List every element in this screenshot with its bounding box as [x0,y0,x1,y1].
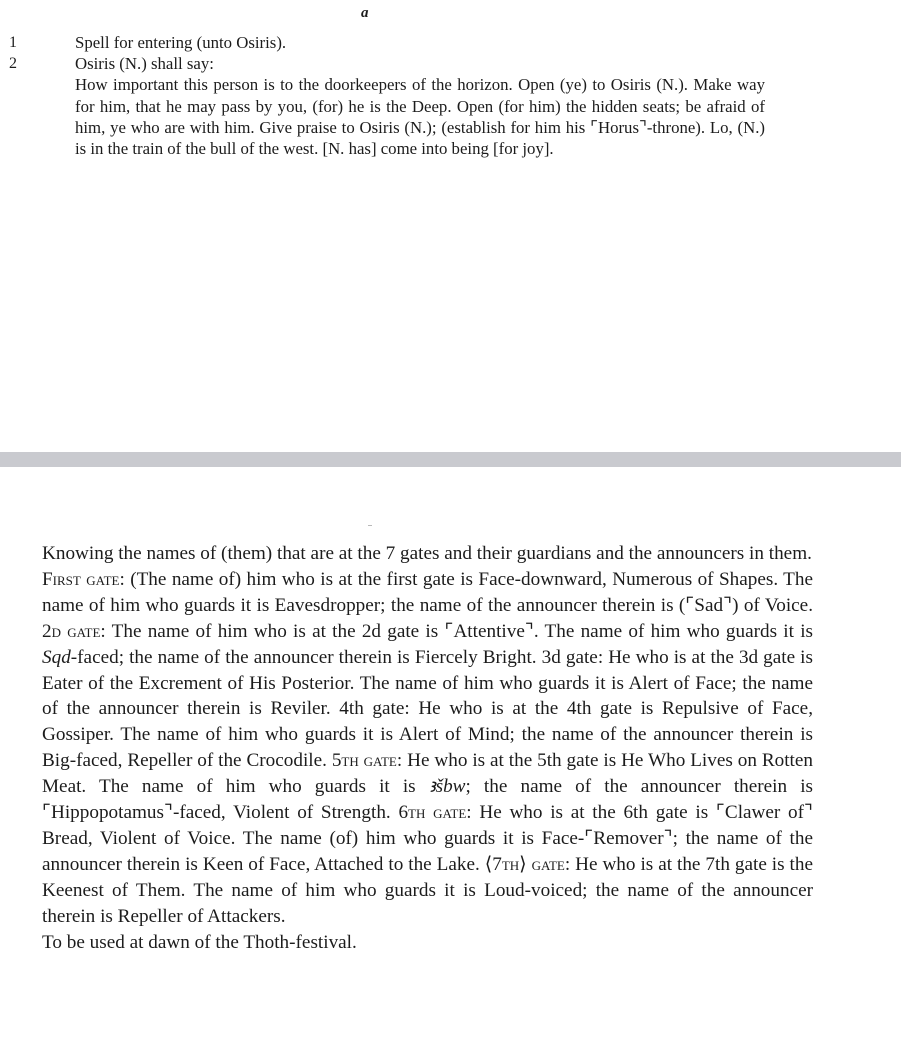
second-gate-text-b: -faced; the name of the announcer therein is Fiercely Bright. 3d gate: He who is at the 3d gate is Eater of the Excrement of His Posterior. The name of him who guards it is Alert of Face; the name of the announcer therein is Reviler. 4th gate: He who is at the 4th gate is Repulsive of Face, Gossiper. The name of him who guards it is Alert of Mind; the name of the announcer therein is Big-faced, Repeller of the Crocodile. [42,646,813,772]
gates-intro: Knowing the names of (them) that are at the 7 gates and their guardians and the announcers in them. [42,543,812,564]
seventh-gate-text: He who is at the 7th gate is the Keenest of Them. The name of him who guards it is Loud-voiced; the name of the announcer therein is Repeller of Attackers. [42,853,813,927]
page-divider [0,452,901,467]
spell-text [75,32,765,159]
line-number: 2 [9,55,17,72]
upper-page-image [0,0,901,452]
page-marker: a [361,5,369,21]
scan-speck [368,525,372,526]
gates-paragraph [42,567,813,930]
closing-line: To be used at dawn of the Thoth-festival. [42,931,357,953]
seventh-gate-label: ⟨7th⟩ gate: [484,853,571,875]
spell-body: How important this person is to the doorkeepers of the horizon. Open (ye) to Osiris (N.). Make way for him, that he may pass by you, (for) he is the Deep. Open (for him) the hidden seats; be afraid of him, ye who are with him. Give praise to Osiris (N.); (establish for him his ⌜Horus⌝-throne). Lo, (N.) is in the train of the bull of the west. [N. has] come into being [for joy]. [75,75,765,159]
gates-text [42,541,813,956]
second-gate-text: The name of him who is at the 2d gate is ⌜Attentive⌝. The name of him who guards it is [105,620,814,642]
first-gate-text: (The name of) him who is at the first gate is Face-downward, Numerous of Shapes. The name of him who guards it is Eavesdropper; the name of the announcer therein is (⌜Sad⌝) of Voice. [42,568,813,616]
sixth-gate-text: He who is at the 6th gate is ⌜Clawer of⌝ Bread, Violent of Voice. The name (of) him who guards it is Face-⌜Remover⌝; the name of the announcer therein is Keen of Face, Attached to the Lake. [42,802,813,875]
first-gate-label: First gate: [42,568,125,590]
fifth-gate-italic: ꜣšbw [428,776,466,798]
line-numbers [9,32,17,74]
second-gate-italic: Sqd [42,646,71,668]
sixth-gate-label: 6th gate: [398,802,472,824]
spell-speaker: Osiris (N.) shall say: [75,54,214,74]
lower-page-image [0,467,901,1042]
second-gate-label: 2d gate: [42,620,106,642]
fifth-gate-text-b: ; the name of the announcer therein is ⌜Hippopotamus⌝-faced, Violent of Strength. [42,776,814,824]
spell-title: Spell for entering (unto Osiris). [75,33,287,52]
fifth-gate-text: He who is at the 5th gate is He Who Lives on Rotten Meat. The name of him who guards it is [42,750,813,798]
fifth-gate-label: 5th gate: [331,750,403,772]
line-number: 1 [9,34,17,51]
